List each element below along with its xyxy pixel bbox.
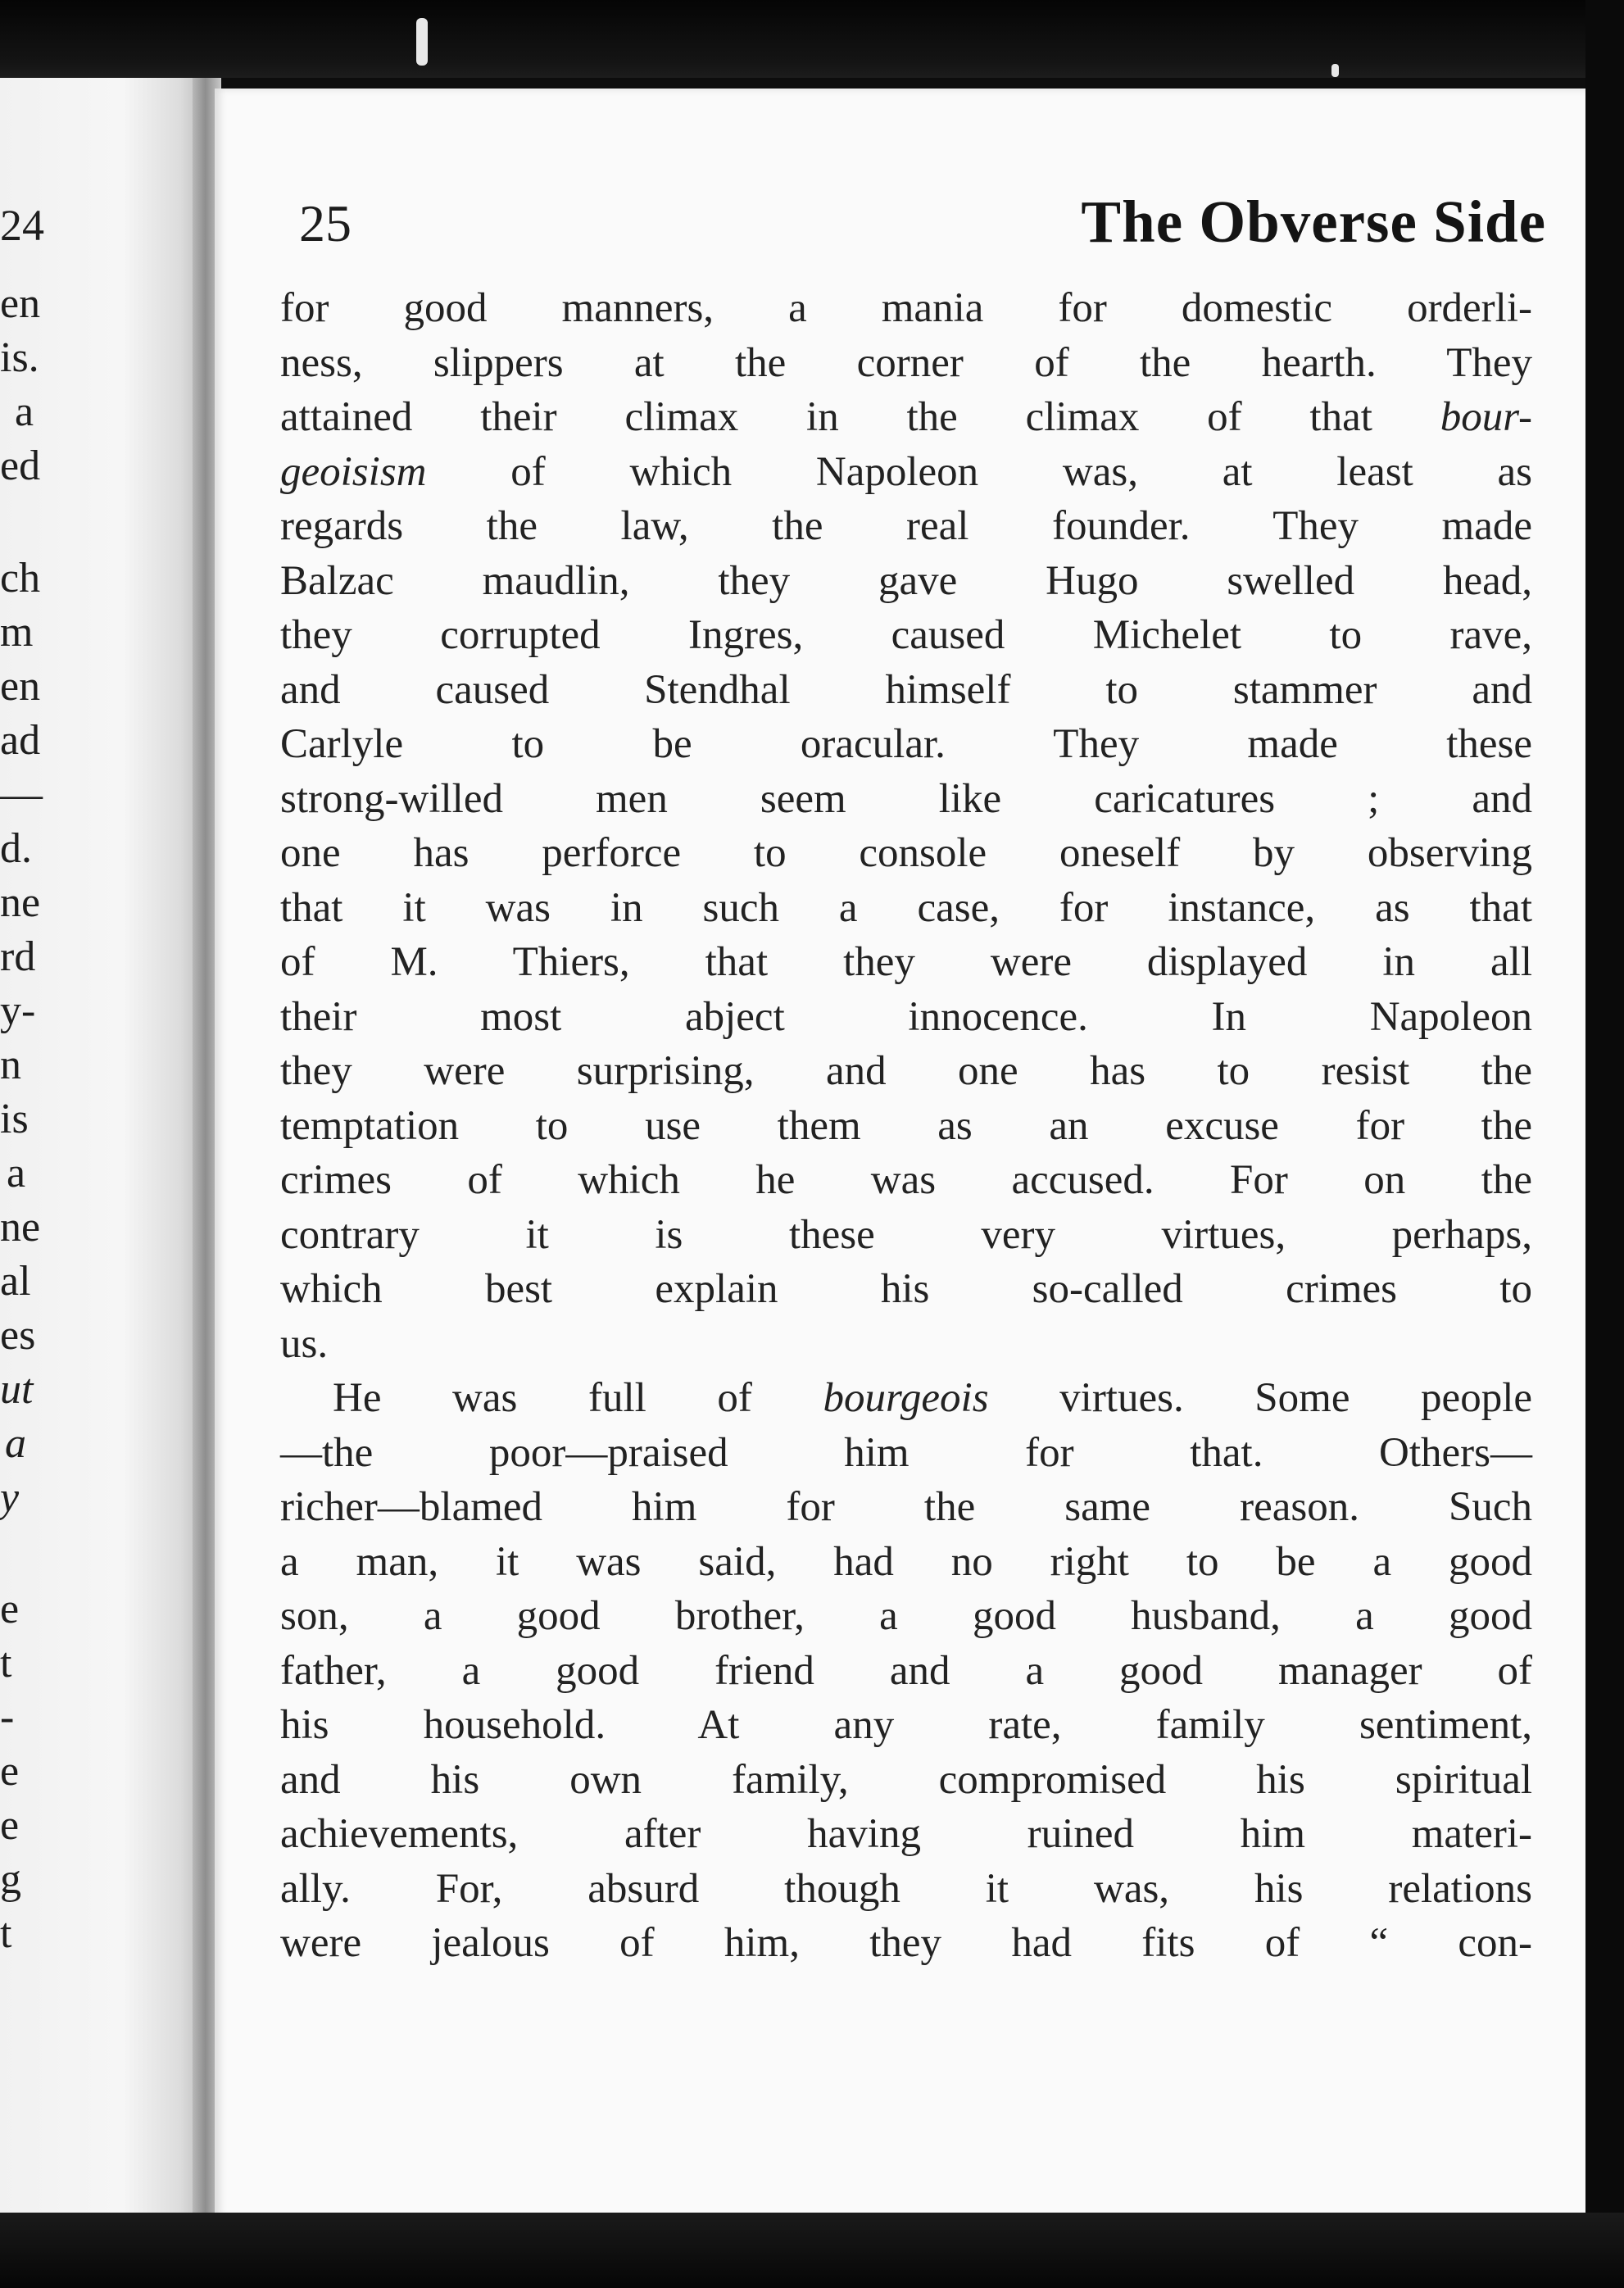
left-line-fragment: ut: [0, 1366, 34, 1413]
left-line-fragment: ch: [0, 555, 41, 602]
text-line: his household. At any rate, family sentiment,: [280, 1702, 1532, 1748]
left-line-fragment: g: [0, 1856, 21, 1903]
text-line: [280, 1371, 1532, 1426]
left-line-fragment: y-: [0, 987, 36, 1034]
text-line: Carlyle to be oracular. They made these: [280, 721, 1532, 767]
text-line: achievements, after having ruined him materi-: [280, 1811, 1532, 1857]
text-line: crimes of which he was accused. For on the: [280, 1157, 1532, 1203]
text-line: us.: [280, 1320, 329, 1367]
text-line: which best explain his so-called crimes to: [280, 1266, 1532, 1312]
text-line: ally. For, absurd though it was, his relations: [280, 1865, 1532, 1912]
left-line-fragment: t: [0, 1910, 12, 1957]
text-run: of which Napoleon was, at least as: [426, 448, 1532, 495]
left-line-fragment: a: [7, 1150, 26, 1196]
left-line-fragment: rd: [0, 933, 36, 980]
text-line: they were surprising, and one has to resist the: [280, 1048, 1532, 1094]
text-line: and caused Stendhal himself to stammer and: [280, 666, 1532, 713]
text-line: temptation to use them as an excuse for the: [280, 1102, 1532, 1149]
text-line: one has perforce to console oneself by observing: [280, 830, 1532, 876]
left-line-fragment: y: [0, 1474, 20, 1521]
dust-speck: [1331, 64, 1339, 77]
body-text: [280, 281, 1532, 1971]
left-line-fragment: a: [5, 1420, 26, 1467]
left-line-fragment: al: [0, 1258, 31, 1305]
italic-word: bourgeois: [823, 1375, 989, 1421]
text-line: they corrupted Ingres, caused Michelet to rave,: [280, 612, 1532, 658]
left-line-fragment: es: [0, 1312, 36, 1359]
text-line: that it was in such a case, for instance, as that: [280, 884, 1532, 931]
text-line: son, a good brother, a good husband, a good: [280, 1593, 1532, 1639]
text-line: a man, it was said, had no right to be a good: [280, 1538, 1532, 1585]
scanner-bed-bottom: [0, 2213, 1624, 2288]
left-line-fragment: d.: [0, 825, 32, 872]
previous-page-edge: [0, 78, 205, 2217]
left-line-fragment: e: [0, 1748, 20, 1795]
paragraph: [280, 281, 1532, 1371]
text-line: strong-willed men seem like caricatures ; and: [280, 775, 1532, 822]
text-line: ness, slippers at the corner of the hearth. They: [280, 339, 1532, 386]
dust-speck: [416, 18, 428, 66]
left-line-fragment: t: [0, 1640, 12, 1686]
left-line-fragment: ed: [0, 443, 41, 489]
text-run: virtues. Some people: [988, 1375, 1532, 1421]
left-line-fragment: m: [0, 609, 34, 656]
page-header: [215, 89, 1595, 255]
text-line: Balzac maudlin, they gave Hugo swelled head,: [280, 557, 1532, 604]
italic-word: bour-: [1440, 394, 1532, 440]
left-line-fragment: n: [0, 1042, 21, 1088]
running-head: The Obverse Side: [1081, 188, 1546, 255]
left-line-fragment: en: [0, 663, 41, 710]
left-line-fragment: e: [0, 1802, 20, 1849]
text-line: their most abject innocence. In Napoleon: [280, 993, 1532, 1040]
text-run: attained their climax in the climax of that: [280, 394, 1440, 440]
text-run: He was full of: [333, 1375, 823, 1421]
text-line: [280, 390, 1532, 445]
text-line: richer—blamed him for the same reason. Such: [280, 1484, 1532, 1530]
left-line-fragment: —: [0, 771, 43, 818]
current-page: [215, 89, 1595, 2219]
left-line-fragment: -: [0, 1694, 15, 1741]
left-line-fragment: ad: [0, 717, 41, 764]
left-line-fragment: a: [15, 388, 34, 435]
text-line: [280, 445, 1532, 500]
paragraph: [280, 1371, 1532, 1971]
text-line: father, a good friend and a good manager of: [280, 1647, 1532, 1694]
text-line: —the poor—praised him for that. Others—: [280, 1429, 1532, 1476]
page-number: 25: [299, 194, 352, 252]
left-line-fragment: is: [0, 1096, 29, 1142]
left-line-fragment: en: [0, 280, 41, 327]
left-page-number: 24: [0, 201, 44, 250]
text-line: for good manners, a mania for domestic orderli-: [280, 285, 1532, 331]
text-line: regards the law, the real founder. They made: [280, 503, 1532, 549]
left-line-fragment: ne: [0, 1204, 41, 1251]
scanner-bed-right: [1585, 0, 1624, 2288]
italic-word: geoisism: [280, 448, 427, 495]
left-line-fragment: e: [0, 1586, 20, 1632]
left-line-fragment: ne: [0, 879, 41, 926]
text-line: of M. Thiers, that they were displayed in all: [280, 939, 1532, 985]
text-line: were jealous of him, they had fits of “ con-: [280, 1920, 1532, 1966]
left-line-fragment: is.: [0, 334, 39, 381]
text-line: contrary it is these very virtues, perhaps,: [280, 1211, 1532, 1258]
text-line: and his own family, compromised his spiritual: [280, 1756, 1532, 1803]
scanner-bed-top: [0, 0, 1624, 78]
